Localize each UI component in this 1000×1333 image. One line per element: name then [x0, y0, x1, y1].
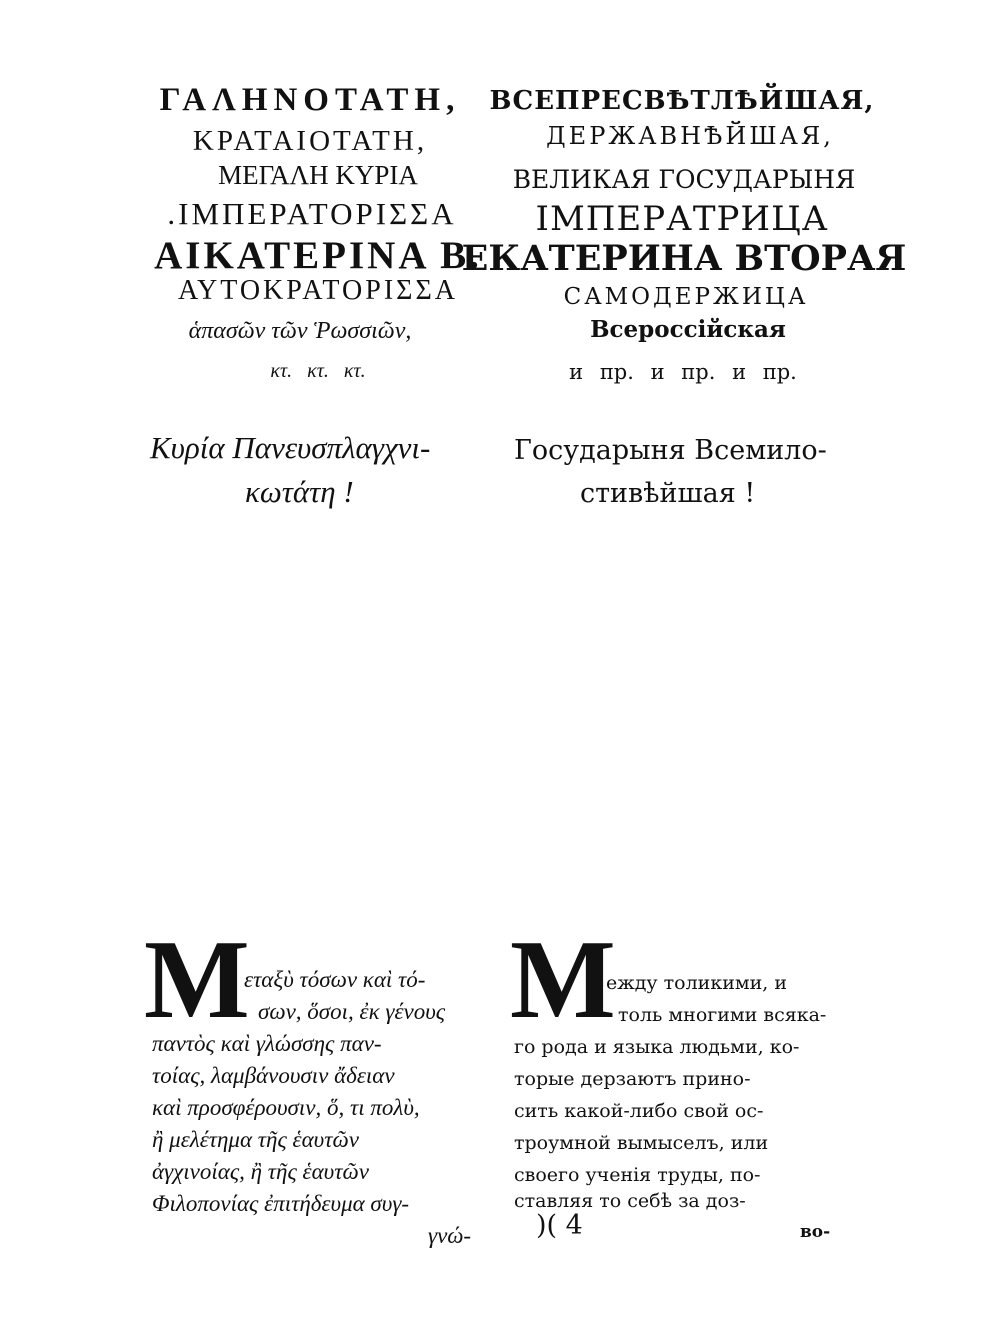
greek-drop-cap: M	[144, 918, 250, 1042]
greek-body-line-9: γνώ-	[428, 1223, 471, 1248]
greek-title-line-5: ΑΙΚΑΤΕΡΙΝΑ Β.	[154, 234, 482, 277]
greek-body-line-6: ἢ μελέτημα τῆς ἑαυτῶν	[152, 1127, 359, 1152]
russian-title-line-7: Всероссійская	[590, 316, 786, 343]
page-signature-mark: )( 4	[536, 1210, 583, 1241]
greek-title-line-7: ἁπασῶν τῶν Ῥωσσιῶν,	[188, 318, 412, 344]
greek-title-line-8: κτ. κτ. κτ.	[270, 360, 366, 382]
russian-body-line-6: троумной вымыселъ, или	[514, 1132, 769, 1154]
greek-body-line-2: σων, ὅσοι, ἐκ γένους	[258, 999, 446, 1024]
russian-body-line-1: ежду толикими, и	[606, 972, 788, 994]
russian-title-line-3: ВЕЛИКАЯ ГОСУДАРЫНЯ	[512, 165, 856, 194]
catchword: во-	[800, 1222, 831, 1242]
greek-body-line-5: καὶ προσφέρουσιν, ὅ, τι πολὺ,	[152, 1095, 420, 1120]
russian-title-line-6: САМОДЕРЖИЦА	[563, 284, 809, 310]
greek-body-line-7: ἀγχινοίας, ἢ τῆς ἑαυτῶν	[152, 1159, 369, 1184]
russian-title-line-5: ЕКАТЕРИНА ВТОРАЯ	[461, 238, 907, 279]
russian-title-line-8: и пр. и пр. и пр.	[569, 360, 797, 384]
russian-body-line-3: го рода и языка людьми, ко-	[514, 1036, 800, 1058]
russian-body-line-4: торые дерзаютъ прино-	[514, 1068, 751, 1090]
russian-body-line-2: толь многими всяка-	[618, 1004, 827, 1026]
russian-title-line-2: ДЕРЖАВНѢЙШАЯ,	[546, 122, 834, 150]
russian-title-line-4: ІМПЕРАТРИЦА	[535, 199, 829, 239]
russian-salutation-line-2: стивѣйшая !	[580, 478, 756, 509]
greek-title-line-3: ΜΕΓΑΛΗ ΚΥΡΙΑ	[218, 160, 418, 190]
greek-salutation-line-1: Κυρία Πανευσπλαγχνι-	[150, 430, 431, 465]
russian-title-line-1: ВСЕПРЕСВѢТЛѢЙШАЯ,	[489, 86, 875, 116]
russian-body-line-5: сить какой-либо свой ос-	[514, 1100, 764, 1122]
russian-salutation-line-1: Государыня Всемило-	[514, 435, 827, 466]
russian-drop-cap: M	[510, 918, 616, 1042]
greek-body-line-3: παντὸς καὶ γλώσσης παν-	[152, 1031, 382, 1056]
greek-title-line-2: ΚΡΑΤΑΙΟΤΑΤΗ,	[192, 125, 428, 157]
russian-body-line-8: ставляя то себѣ за доз-	[514, 1190, 746, 1212]
russian-body-line-7: своего ученія труды, по-	[514, 1164, 761, 1186]
greek-salutation-line-2: κωτάτη !	[245, 474, 354, 509]
greek-body-line-1: εταξὺ τόσων καὶ τό-	[244, 967, 426, 992]
greek-title-line-6: ΑΥΤΟΚΡΑΤΟΡΙΣΣΑ	[178, 275, 458, 306]
greek-body-line-4: τοίας, λαμβάνουσιν ἄδειαν	[152, 1063, 395, 1088]
greek-title-line-1: ΓΑΛΗΝΟΤΑΤΗ,	[159, 82, 461, 118]
greek-body-line-8: Φιλοπονίας ἐπιτήδευμα συγ-	[152, 1191, 410, 1216]
greek-title-line-4: .ΙΜΠΕΡΑΤΟΡΙΣΣΑ	[167, 196, 457, 231]
